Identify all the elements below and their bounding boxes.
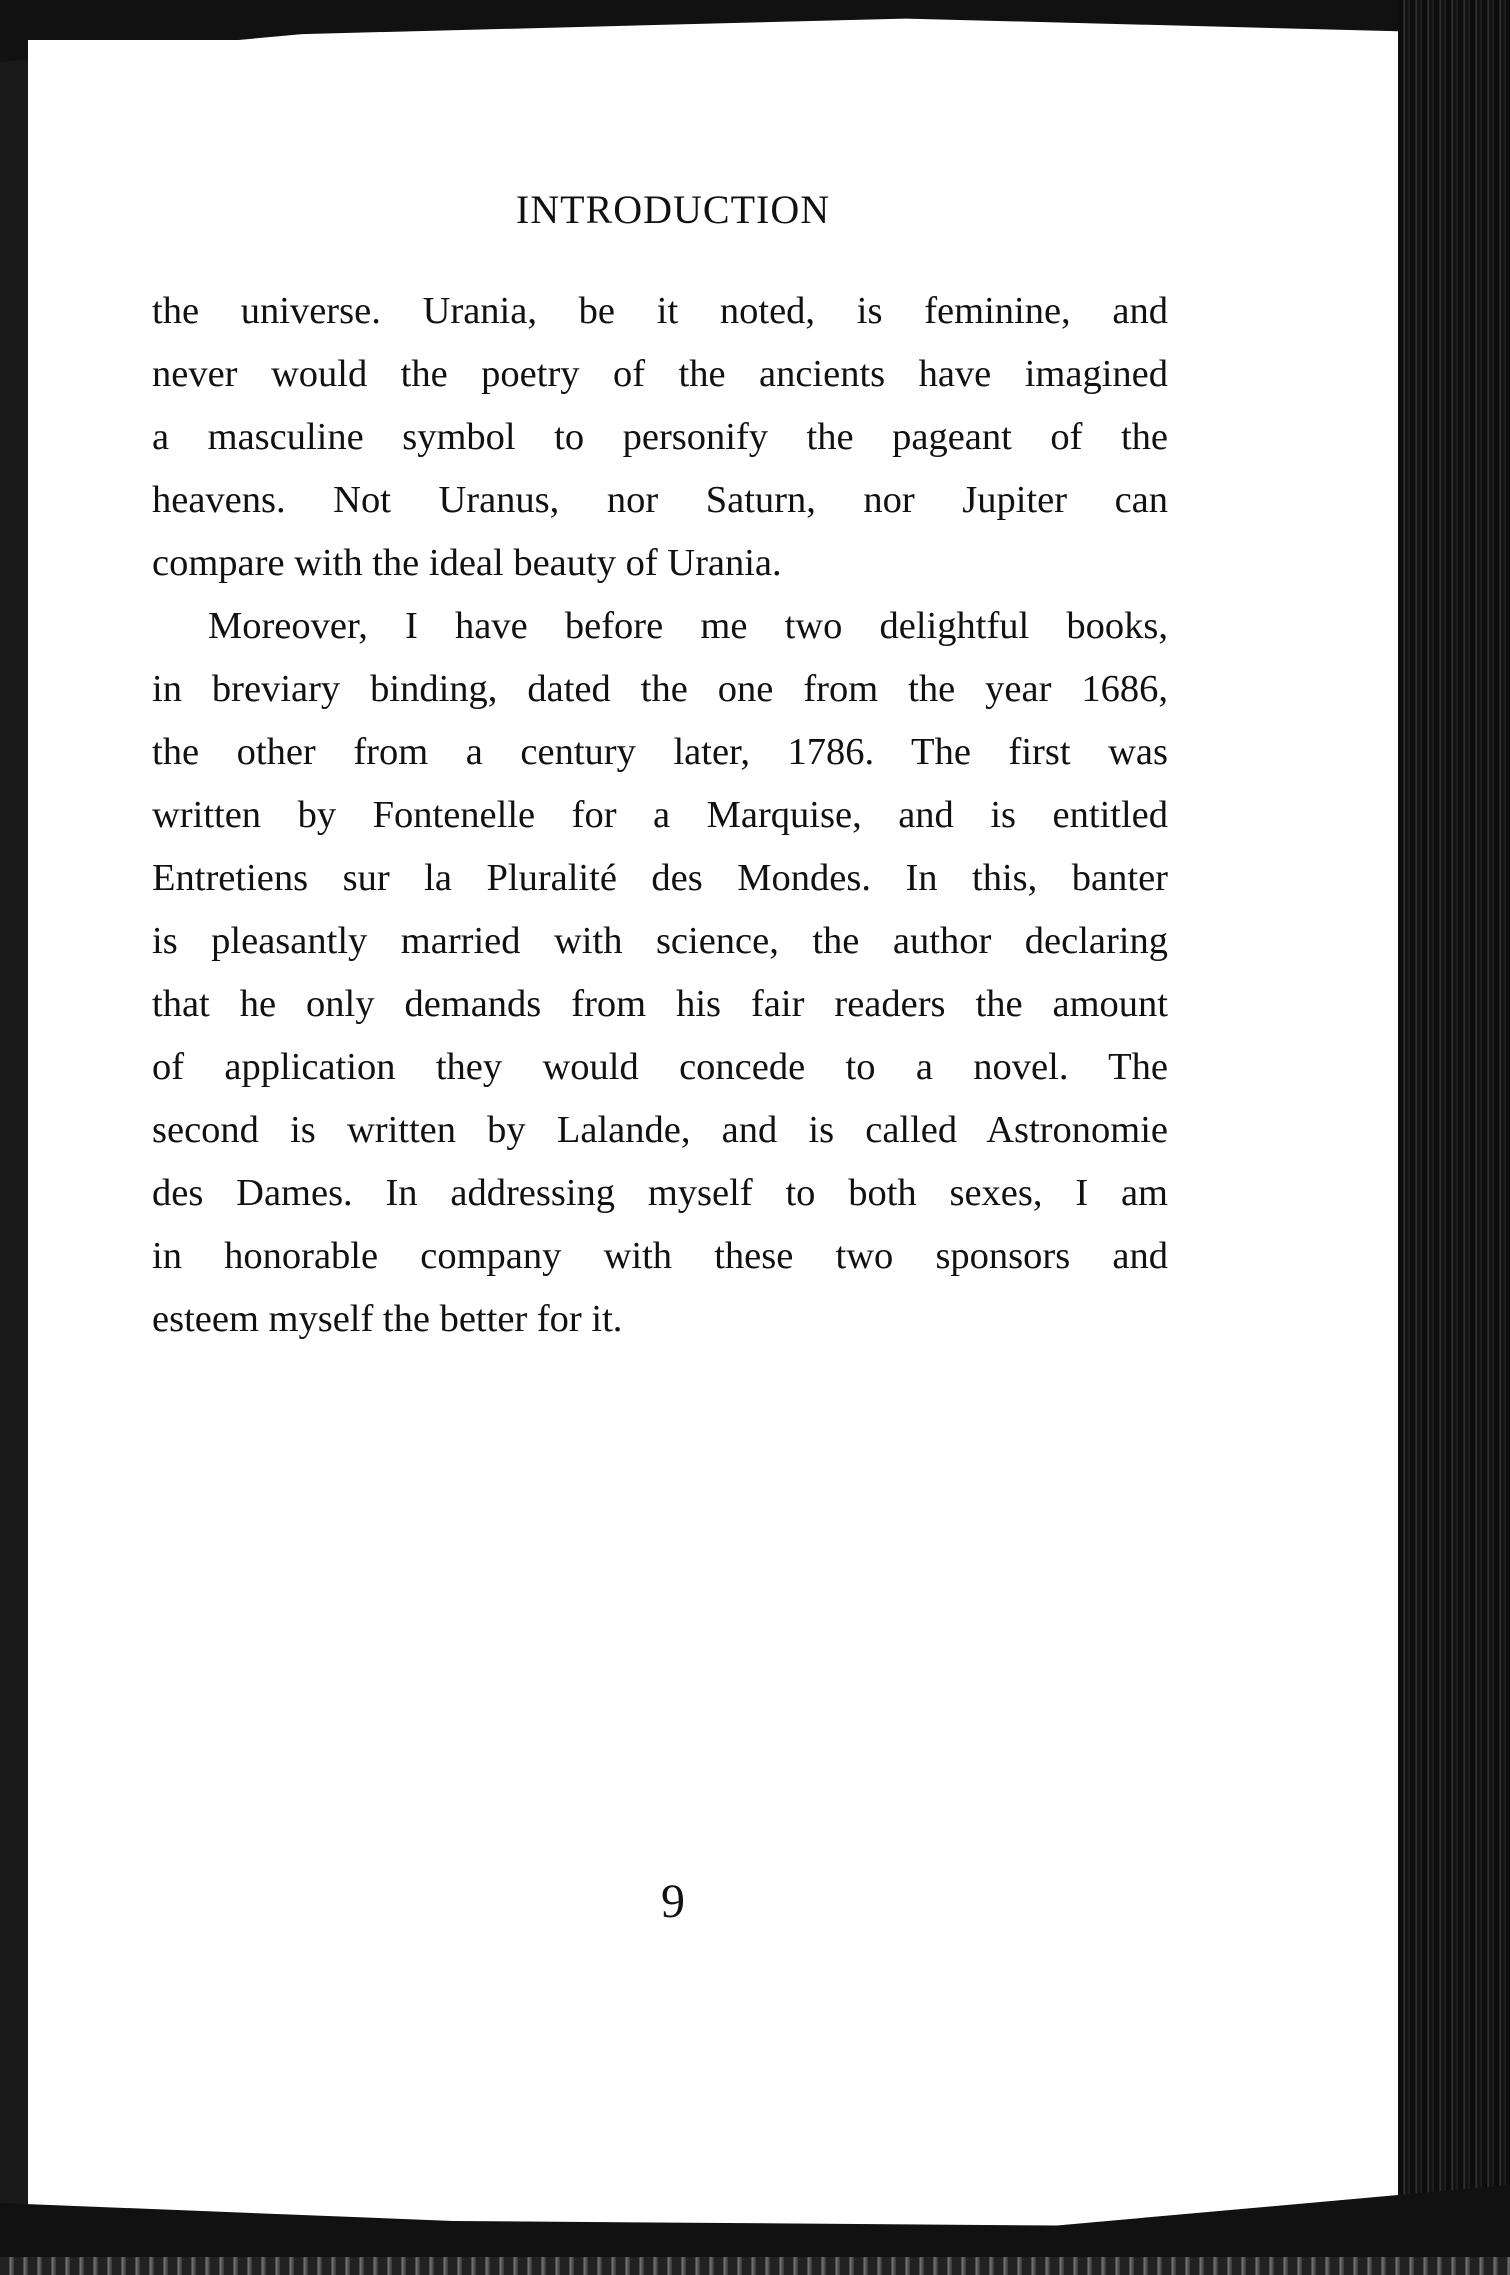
text-line: is pleasantly married with science, the author declaring — [152, 920, 1168, 962]
paragraph-2 — [152, 595, 1168, 1351]
book-page — [28, 40, 1398, 2190]
text-line: in honorable company with these two sponsors and — [152, 1235, 1168, 1277]
text-line: never would the poetry of the ancients have imagined — [152, 353, 1168, 395]
text-line: second is written by Lalande, and is called Astronomie — [152, 1109, 1168, 1151]
scan-right-edge — [1398, 0, 1510, 2275]
running-head: INTRODUCTION — [515, 187, 831, 232]
scan-left-edge — [0, 0, 28, 2275]
text-line: heavens. Not Uranus, nor Saturn, nor Jupiter can — [152, 479, 1168, 521]
text-line: of application they would concede to a novel. The — [152, 1046, 1168, 1088]
text-line: Moreover, I have before me two delightful books, — [208, 605, 1168, 647]
scan-bottom-stripe — [0, 2257, 1510, 2275]
text-line: a masculine symbol to personify the pageant of the — [152, 416, 1168, 458]
text-line: the other from a century later, 1786. The first was — [152, 731, 1168, 773]
text-line: Entretiens sur la Pluralité des Mondes. In this, banter — [152, 857, 1168, 899]
text-line: that he only demands from his fair readers the amount — [152, 983, 1168, 1025]
text-line: compare with the ideal beauty of Urania. — [152, 542, 782, 584]
body-text — [152, 280, 1168, 1351]
text-line: des Dames. In addressing myself to both sexes, I am — [152, 1172, 1168, 1214]
text-line: in breviary binding, dated the one from the year 1686, — [152, 668, 1168, 710]
text-line: esteem myself the better for it. — [152, 1298, 623, 1340]
paragraph-1 — [152, 280, 1168, 595]
text-line: the universe. Urania, be it noted, is feminine, and — [152, 290, 1168, 332]
text-line: written by Fontenelle for a Marquise, and is entitled — [152, 794, 1168, 836]
page-number: 9 — [661, 1875, 685, 1928]
